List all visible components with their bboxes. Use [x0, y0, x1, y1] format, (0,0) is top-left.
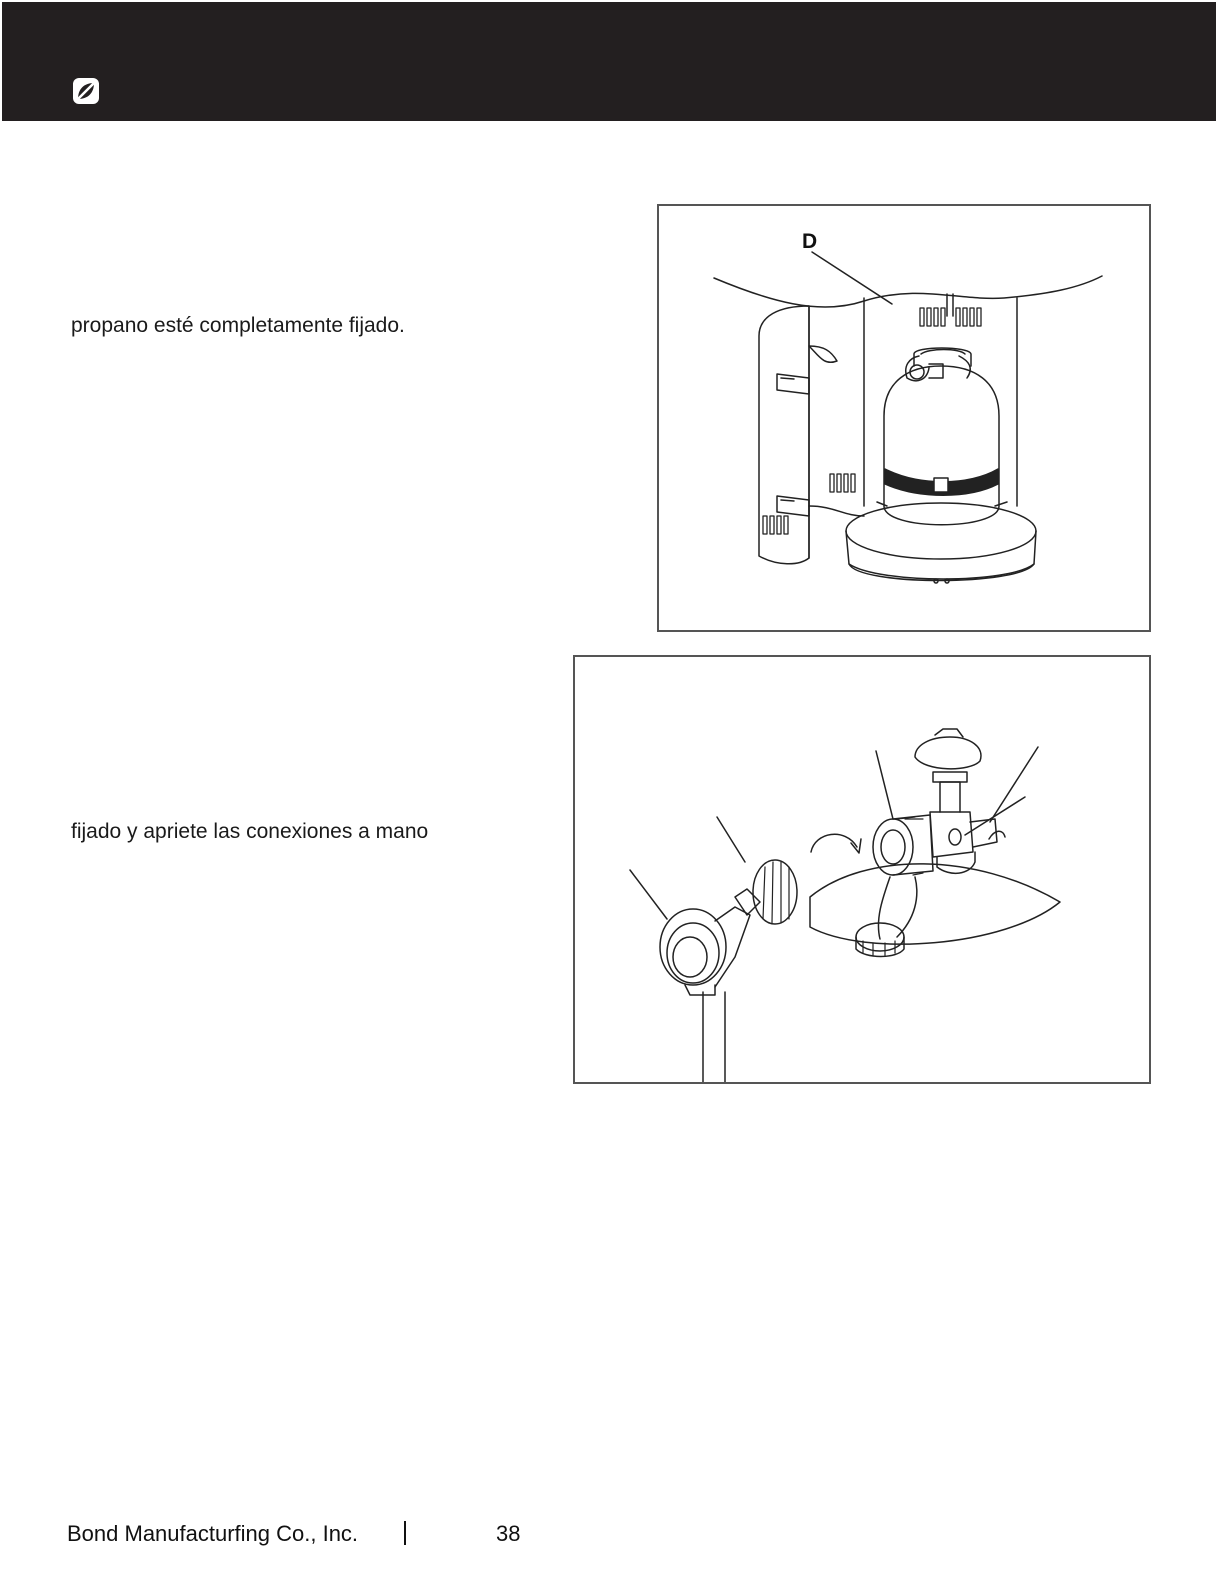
footer-divider — [404, 1521, 406, 1545]
footer-page-number: 38 — [496, 1521, 521, 1546]
header-bar — [2, 2, 1216, 121]
propane-tank-illustration — [659, 206, 1149, 630]
footer-company: Bond Manufacturfing Co., Inc. — [67, 1521, 359, 1546]
figure-regulator-connection — [573, 655, 1151, 1084]
brand-logo-icon — [72, 77, 100, 105]
figure-propane-tank — [657, 204, 1151, 632]
callout-label-d: D — [802, 230, 818, 253]
paragraph-2: fijado y apriete las conexiones a mano — [71, 820, 429, 843]
paragraph-1: propano esté completamente fijado. — [71, 314, 405, 337]
regulator-valve-illustration — [575, 657, 1149, 1082]
